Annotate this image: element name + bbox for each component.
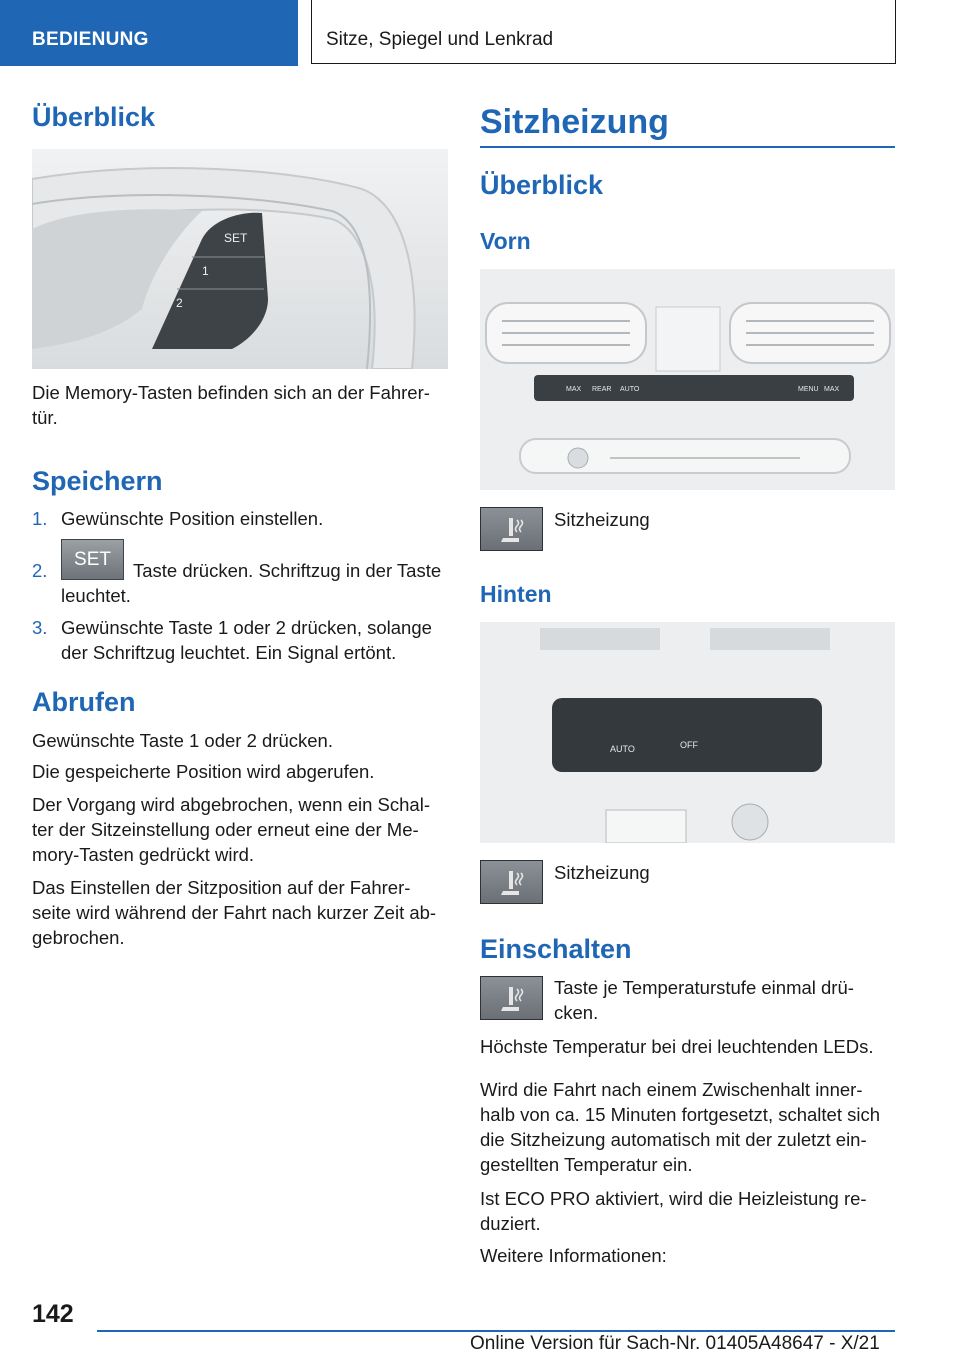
rear-caption: Sitzheizung: [554, 862, 650, 883]
front-climate-illustration: [480, 269, 895, 490]
seat-heating-key-rear-icon: [480, 860, 543, 904]
seat-heater-icon: [481, 508, 541, 549]
rear-off-label: OFF: [680, 740, 698, 750]
heading-rule: [480, 146, 895, 148]
rear-auto-label: AUTO: [610, 744, 635, 754]
front-max-right-label: MAX: [824, 386, 840, 393]
page-header: [0, 0, 960, 66]
seat-heater-icon-rear: [481, 861, 541, 902]
switch-on-key-text: Taste je Temperaturstufe einmal drü-cken.: [554, 977, 854, 1023]
step-1-number: 1.: [32, 508, 48, 529]
set-key-icon: SET: [61, 539, 124, 580]
recall-heading: Abrufen: [32, 687, 136, 717]
door-1-label: 1: [202, 264, 209, 278]
footer-version: Online Version für Sach-Nr. 01405A48647 - X/21: [470, 1333, 880, 1354]
door-set-label: SET: [224, 231, 248, 245]
overview-heading: Überblick: [32, 102, 156, 132]
front-max-label: MAX: [566, 386, 582, 393]
rear-heading: Hinten: [480, 581, 552, 607]
front-heading: Vorn: [480, 228, 531, 254]
recall-paragraph-2: Die gespeicherte Position wird abgerufen.: [32, 761, 375, 782]
front-menu-label: MENU: [798, 386, 819, 393]
step-3-number: 3.: [32, 617, 48, 638]
seat-heating-key-front-icon: [480, 507, 543, 551]
rear-climate-illustration: [480, 622, 895, 843]
recall-paragraph-4: Das Einstellen der Sitzposition auf der Fahrer-seite wird während der Fahrt nach kurzer Zeit ab-gebrochen.: [32, 877, 437, 948]
step-2-text: Taste drücken. Schriftzug in der Taste leuchtet.: [61, 560, 442, 606]
door-2-label: 2: [176, 296, 183, 310]
front-panel-photo: [480, 269, 895, 490]
front-rear-label: REAR: [592, 386, 612, 393]
front-caption: Sitzheizung: [554, 509, 650, 530]
section-title: BEDIENUNG: [0, 0, 298, 66]
step-2-number: 2.: [32, 560, 48, 581]
rear-panel-photo: [480, 622, 895, 843]
step-3-text: Gewünschte Taste 1 oder 2 drücken, solange der Schriftzug leuchtet. Ein Signal ertönt.: [61, 617, 432, 663]
switch-on-paragraph-4: Weitere Informationen:: [480, 1245, 667, 1266]
switch-on-paragraph-2: Wird die Fahrt nach einem Zwischenhalt inner-halb von ca. 15 Minuten fortgesetzt, schaltet sich die Sitzheizung automatisch mit der zuletzt ein-gestellten Temperatur ein.: [480, 1079, 881, 1175]
switch-on-paragraph-1: Höchste Temperatur bei drei leuchtenden LEDs.: [480, 1036, 874, 1057]
chapter-title: Sitze, Spiegel und Lenkrad: [311, 0, 896, 64]
door-caption: Die Memory-Tasten befinden sich an der Fahrer-tür.: [32, 382, 430, 428]
door-memory-photo: [32, 149, 448, 369]
seat-heating-key-on-icon: [480, 976, 543, 1020]
seat-heater-icon-on: [481, 977, 541, 1018]
recall-paragraph-3: Der Vorgang wird abgebrochen, wenn ein Schal-ter der Sitzeinstellung oder erneut eine der Me-mory-Tasten gedrückt wird.: [32, 794, 430, 865]
door-memory-illustration: [32, 149, 448, 369]
front-auto-label: AUTO: [620, 386, 640, 393]
switch-on-paragraph-3: Ist ECO PRO aktiviert, wird die Heizleistung re-duziert.: [480, 1188, 867, 1234]
save-heading: Speichern: [32, 466, 163, 496]
switch-on-heading: Einschalten: [480, 934, 632, 964]
step-1-text: Gewünschte Position einstellen.: [61, 508, 324, 529]
page-number: 142: [32, 1300, 74, 1328]
recall-paragraph-1: Gewünschte Taste 1 oder 2 drücken.: [32, 730, 333, 751]
seat-overview-heading: Überblick: [480, 170, 604, 200]
footer-rule: [97, 1330, 895, 1332]
main-heading: Sitzheizung: [480, 103, 669, 141]
